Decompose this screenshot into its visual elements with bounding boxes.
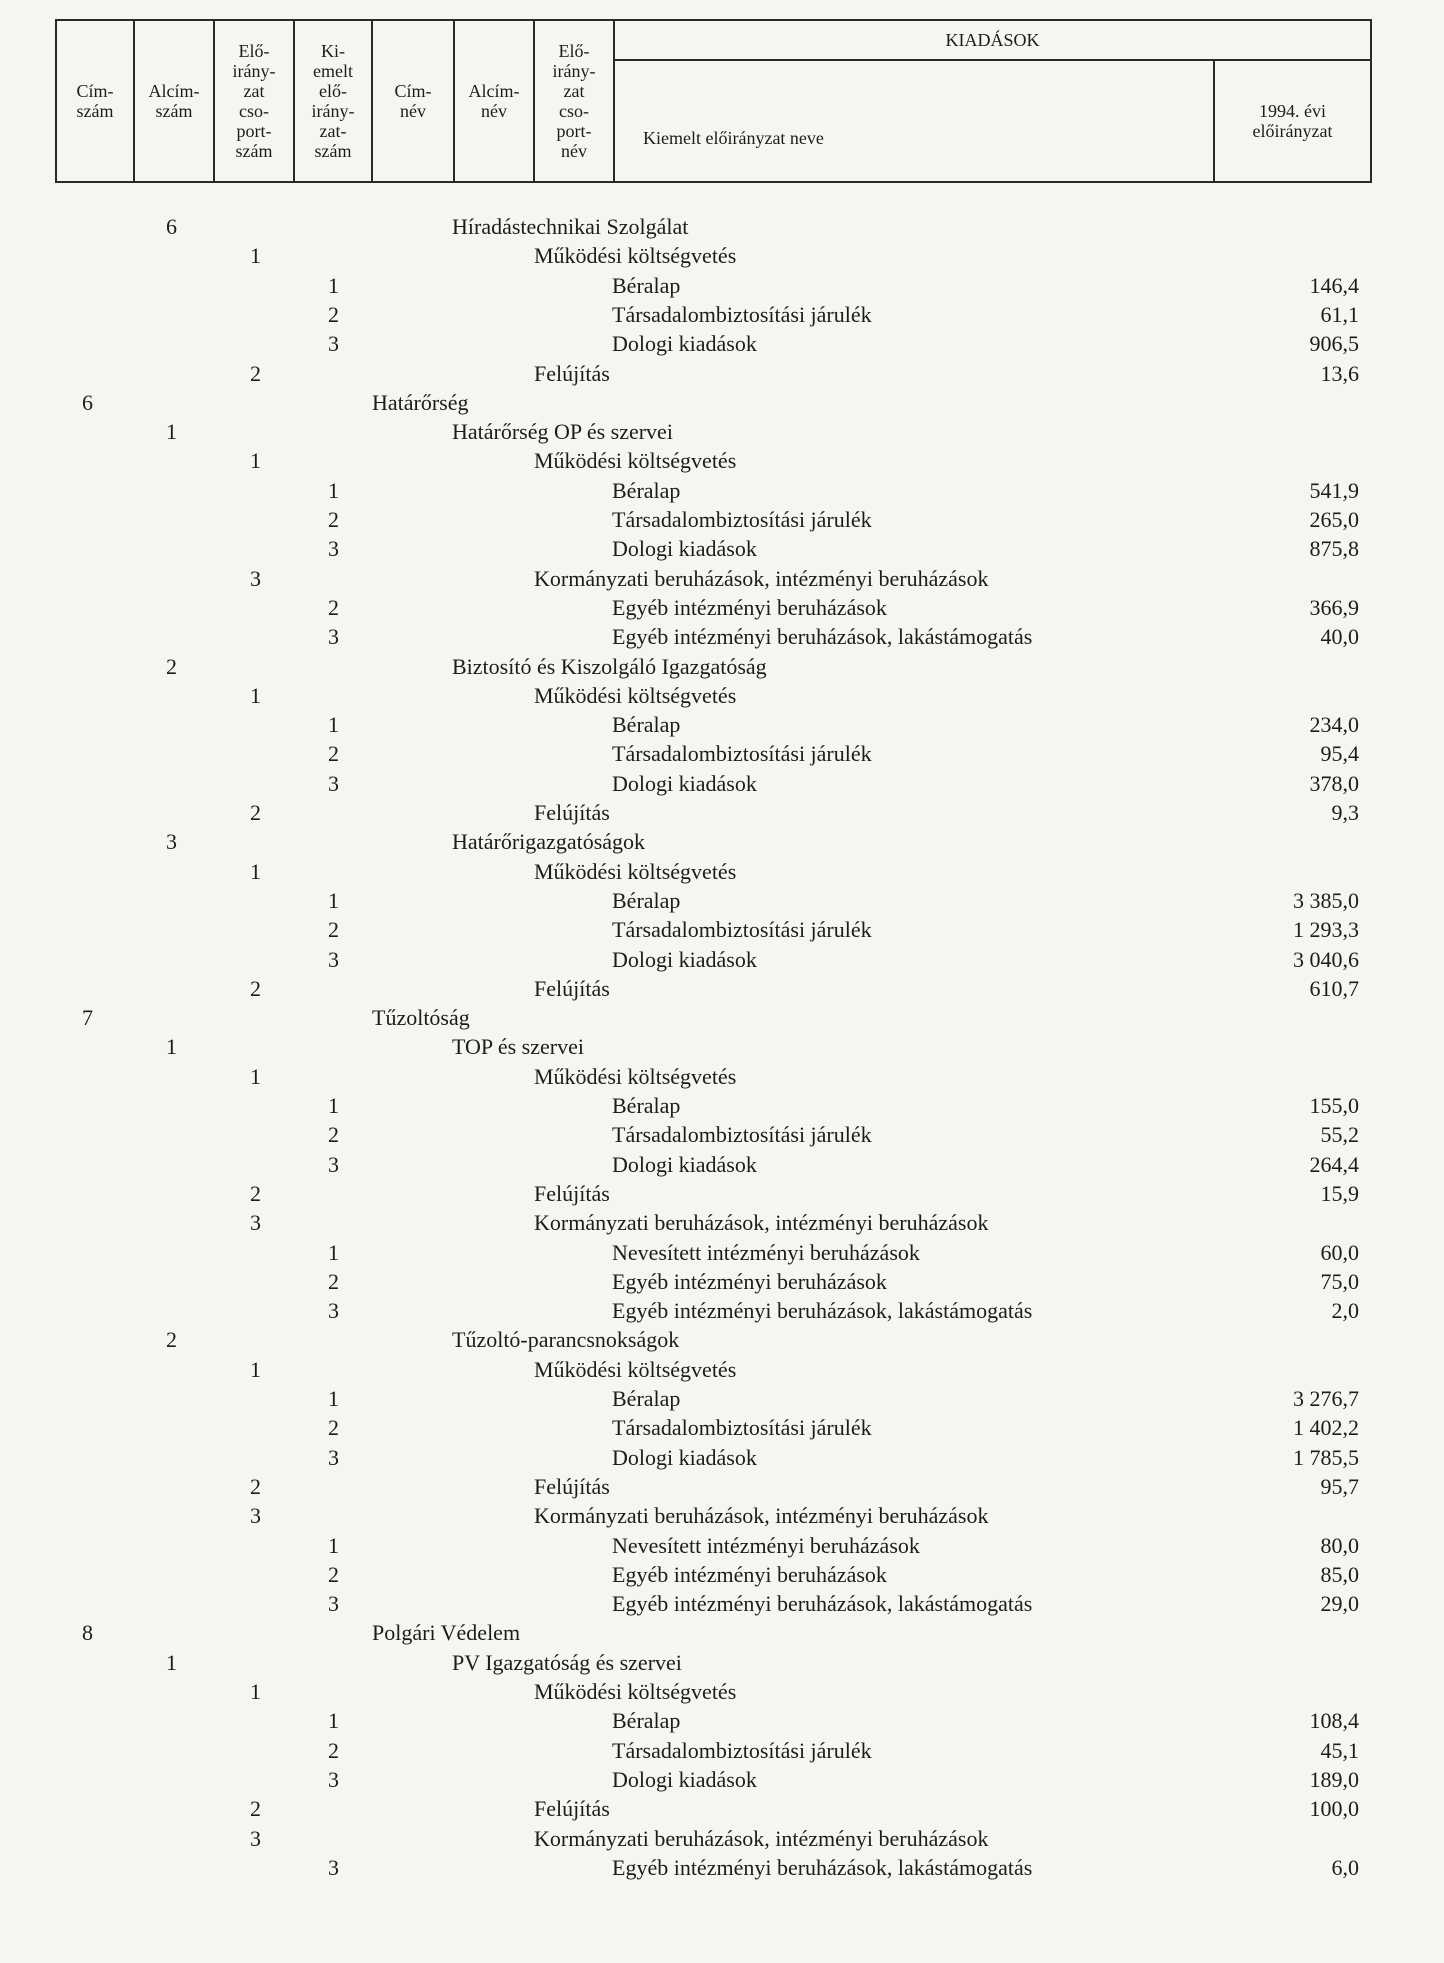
row-value: 234,0 xyxy=(1309,712,1359,738)
table-row xyxy=(0,417,1444,446)
row-name: Működési költségvetés xyxy=(534,1063,737,1089)
row-number: 1 xyxy=(328,1708,339,1734)
row-name: Kormányzati beruházások, intézményi beruházások xyxy=(534,1210,989,1236)
row-name: Tűzoltó-parancsnokságok xyxy=(452,1327,680,1353)
table-row xyxy=(0,827,1444,856)
row-number: 3 xyxy=(250,565,261,591)
table-row xyxy=(0,1618,1444,1647)
row-name: Működési költségvetés xyxy=(534,1356,737,1382)
table-row xyxy=(0,329,1444,358)
row-number: 1 xyxy=(250,858,261,884)
row-value: 108,4 xyxy=(1309,1708,1359,1734)
row-number: 2 xyxy=(250,800,261,825)
table-row xyxy=(0,1677,1444,1706)
row-number: 2 xyxy=(328,1415,339,1441)
row-number: 8 xyxy=(82,1620,93,1646)
row-value: 541,9 xyxy=(1309,477,1359,503)
row-name: Működési költségvetés xyxy=(534,1679,737,1704)
table-row xyxy=(0,1032,1444,1061)
row-number: 3 xyxy=(328,536,339,562)
row-value: 264,4 xyxy=(1309,1151,1359,1177)
row-number: 2 xyxy=(166,653,177,679)
table-header xyxy=(55,19,1372,183)
row-number: 3 xyxy=(250,1210,261,1236)
row-number: 1 xyxy=(250,1679,261,1704)
row-name: Kormányzati beruházások, intézményi beruházások xyxy=(534,1825,989,1851)
row-name: Társadalombiztosítási járulék xyxy=(612,301,872,327)
row-name: Béralap xyxy=(612,1386,681,1411)
row-value: 155,0 xyxy=(1309,1093,1359,1118)
row-number: 2 xyxy=(328,1122,339,1148)
row-number: 3 xyxy=(328,1854,339,1880)
row-value: 15,9 xyxy=(1320,1180,1359,1206)
row-name: Béralap xyxy=(612,1093,681,1118)
row-number: 2 xyxy=(328,594,339,620)
table-row xyxy=(0,1472,1444,1501)
table-row xyxy=(0,974,1444,1003)
row-name: Működési költségvetés xyxy=(534,858,737,884)
row-number: 2 xyxy=(250,1796,261,1822)
row-name: Működési költségvetés xyxy=(534,682,737,708)
row-number: 2 xyxy=(328,741,339,767)
row-value: 1 402,2 xyxy=(1293,1415,1359,1441)
row-value: 906,5 xyxy=(1309,331,1359,357)
row-number: 1 xyxy=(328,477,339,503)
row-value: 610,7 xyxy=(1309,975,1359,1001)
row-name: Felújítás xyxy=(534,1796,610,1822)
table-row xyxy=(0,1765,1444,1794)
header-eloiranyzat-csoportnev: Elő- irány- zat cso- port- név xyxy=(534,20,614,182)
row-number: 3 xyxy=(250,1825,261,1851)
table-row xyxy=(0,271,1444,300)
row-name: Felújítás xyxy=(534,800,610,825)
row-name: Felújítás xyxy=(534,1473,610,1499)
table-row xyxy=(0,1384,1444,1413)
row-number: 1 xyxy=(250,1063,261,1089)
row-number: 1 xyxy=(328,887,339,913)
table-row xyxy=(0,1648,1444,1677)
table-row xyxy=(0,710,1444,739)
row-number: 3 xyxy=(328,331,339,357)
row-number: 1 xyxy=(328,1386,339,1411)
table-row xyxy=(0,1824,1444,1853)
row-value: 146,4 xyxy=(1309,272,1359,298)
row-number: 3 xyxy=(250,1503,261,1529)
row-name: Felújítás xyxy=(534,1180,610,1206)
row-number: 1 xyxy=(328,1239,339,1265)
table-row xyxy=(0,1091,1444,1120)
row-name: Béralap xyxy=(612,712,681,738)
row-value: 61,1 xyxy=(1320,301,1359,327)
table-row xyxy=(0,886,1444,915)
row-value: 80,0 xyxy=(1320,1532,1359,1558)
table-row xyxy=(0,1794,1444,1823)
row-number: 2 xyxy=(328,1561,339,1587)
row-name: Határőrigazgatóságok xyxy=(452,829,646,855)
table-row xyxy=(0,300,1444,329)
row-name: Társadalombiztosítási járulék xyxy=(612,741,872,767)
row-name: Határőrség OP és szervei xyxy=(452,419,673,445)
row-number: 2 xyxy=(328,507,339,532)
row-number: 3 xyxy=(328,1151,339,1177)
table-row xyxy=(0,1531,1444,1560)
row-number: 3 xyxy=(328,946,339,972)
row-name: Nevesített intézményi beruházások xyxy=(612,1532,920,1558)
row-name: TOP és szervei xyxy=(452,1034,584,1060)
row-value: 366,9 xyxy=(1309,594,1359,620)
row-value: 95,4 xyxy=(1320,741,1359,767)
table-row xyxy=(0,1413,1444,1442)
header-cimnev: Cím- név xyxy=(372,20,454,182)
header-evi-eloiranyzat: 1994. évi előirányzat xyxy=(1214,60,1371,182)
row-number: 7 xyxy=(82,1005,93,1031)
table-row xyxy=(0,241,1444,270)
row-name: Dologi kiadások xyxy=(612,1151,757,1177)
table-row xyxy=(0,915,1444,944)
row-name: Felújítás xyxy=(534,360,610,386)
row-number: 3 xyxy=(328,1766,339,1792)
table-row xyxy=(0,534,1444,563)
row-number: 1 xyxy=(166,419,177,445)
row-number: 1 xyxy=(328,272,339,298)
row-name: Dologi kiadások xyxy=(612,1766,757,1792)
row-number: 1 xyxy=(250,1356,261,1382)
row-value: 1 293,3 xyxy=(1293,917,1359,943)
header-alcimnev: Alcím- név xyxy=(454,20,534,182)
row-number: 3 xyxy=(166,829,177,855)
row-value: 3 385,0 xyxy=(1293,887,1359,913)
row-name: Felújítás xyxy=(534,975,610,1001)
row-number: 2 xyxy=(250,360,261,386)
row-number: 1 xyxy=(328,712,339,738)
row-number: 2 xyxy=(328,917,339,943)
row-number: 1 xyxy=(250,243,261,269)
table-row xyxy=(0,388,1444,417)
row-name: Egyéb intézményi beruházások, lakástámogatás xyxy=(612,624,1033,650)
row-name: Dologi kiadások xyxy=(612,770,757,796)
table-row xyxy=(0,1238,1444,1267)
row-value: 189,0 xyxy=(1309,1766,1359,1792)
row-name: Híradástechnikai Szolgálat xyxy=(452,214,689,239)
row-value: 13,6 xyxy=(1320,360,1359,386)
row-number: 1 xyxy=(328,1093,339,1118)
table-row xyxy=(0,446,1444,475)
table-row xyxy=(0,945,1444,974)
table-row xyxy=(0,1150,1444,1179)
table-row xyxy=(0,1120,1444,1149)
header-eloiranyzat-csoportszam: Elő- irány- zat cso- port- szám xyxy=(214,20,294,182)
row-number: 3 xyxy=(328,1444,339,1470)
row-name: Társadalombiztosítási járulék xyxy=(612,1122,872,1148)
row-value: 29,0 xyxy=(1320,1591,1359,1617)
table-row xyxy=(0,1267,1444,1296)
table-row xyxy=(0,1560,1444,1589)
table-row xyxy=(0,1208,1444,1237)
row-number: 2 xyxy=(166,1327,177,1353)
row-name: Egyéb intézményi beruházások xyxy=(612,1268,887,1294)
table-row xyxy=(0,505,1444,534)
row-value: 875,8 xyxy=(1309,536,1359,562)
row-name: Működési költségvetés xyxy=(534,448,737,474)
row-value: 265,0 xyxy=(1309,507,1359,532)
row-number: 2 xyxy=(328,1737,339,1763)
row-name: Dologi kiadások xyxy=(612,946,757,972)
row-number: 2 xyxy=(250,975,261,1001)
table-row xyxy=(0,1355,1444,1384)
row-name: Társadalombiztosítási járulék xyxy=(612,1415,872,1441)
row-name: Kormányzati beruházások, intézményi beruházások xyxy=(534,1503,989,1529)
row-name: Béralap xyxy=(612,887,681,913)
row-number: 2 xyxy=(250,1180,261,1206)
row-value: 3 040,6 xyxy=(1293,946,1359,972)
row-value: 75,0 xyxy=(1320,1268,1359,1294)
header-kiemelt-eloiranyzat-szam: Ki- emelt elő- irány- zat- szám xyxy=(294,20,372,182)
table-row xyxy=(0,857,1444,886)
table-row xyxy=(0,1706,1444,1735)
row-name: Polgári Védelem xyxy=(372,1620,521,1646)
row-name: Tűzoltóság xyxy=(372,1005,470,1031)
header-alcimszam: Alcím- szám xyxy=(134,20,214,182)
row-number: 3 xyxy=(328,1298,339,1324)
table-row xyxy=(0,564,1444,593)
row-name: Egyéb intézményi beruházások, lakástámogatás xyxy=(612,1854,1033,1880)
row-name: Egyéb intézményi beruházások xyxy=(612,1561,887,1587)
row-name: PV Igazgatóság és szervei xyxy=(452,1649,682,1675)
row-number: 3 xyxy=(328,624,339,650)
row-name: Kormányzati beruházások, intézményi beruházások xyxy=(534,565,989,591)
row-value: 3 276,7 xyxy=(1293,1386,1359,1411)
table-row xyxy=(0,212,1444,241)
row-number: 1 xyxy=(166,1649,177,1675)
row-value: 378,0 xyxy=(1309,770,1359,796)
table-row xyxy=(0,1296,1444,1325)
row-value: 60,0 xyxy=(1320,1239,1359,1265)
table-row xyxy=(0,476,1444,505)
row-value: 45,1 xyxy=(1320,1737,1359,1763)
row-name: Dologi kiadások xyxy=(612,331,757,357)
table-row xyxy=(0,1325,1444,1354)
row-number: 6 xyxy=(82,389,93,415)
row-name: Béralap xyxy=(612,1708,681,1734)
table-row xyxy=(0,359,1444,388)
header-kiemelt-eloiranyzat-neve: Kiemelt előirányzat neve xyxy=(614,60,1214,182)
row-value: 9,3 xyxy=(1331,800,1359,825)
table-row xyxy=(0,652,1444,681)
row-value: 6,0 xyxy=(1331,1854,1359,1880)
table-row xyxy=(0,1443,1444,1472)
row-name: Társadalombiztosítási járulék xyxy=(612,507,872,532)
row-name: Határőrség xyxy=(372,389,469,415)
row-number: 3 xyxy=(328,1591,339,1617)
table-row xyxy=(0,1736,1444,1765)
table-row xyxy=(0,1589,1444,1618)
row-number: 2 xyxy=(250,1473,261,1499)
row-name: Béralap xyxy=(612,272,681,298)
row-value: 40,0 xyxy=(1320,624,1359,650)
row-value: 55,2 xyxy=(1320,1122,1359,1148)
row-name: Társadalombiztosítási járulék xyxy=(612,1737,872,1763)
table-row xyxy=(0,681,1444,710)
row-name: Nevesített intézményi beruházások xyxy=(612,1239,920,1265)
row-name: Társadalombiztosítási járulék xyxy=(612,917,872,943)
table-row xyxy=(0,798,1444,827)
row-number: 1 xyxy=(250,682,261,708)
row-value: 2,0 xyxy=(1331,1298,1359,1324)
table-row xyxy=(0,739,1444,768)
row-number: 1 xyxy=(328,1532,339,1558)
table-row xyxy=(0,769,1444,798)
row-number: 1 xyxy=(166,1034,177,1060)
row-value: 100,0 xyxy=(1309,1796,1359,1822)
table-row xyxy=(0,593,1444,622)
row-name: Működési költségvetés xyxy=(534,243,737,269)
header-cimszam: Cím- szám xyxy=(56,20,134,182)
row-value: 85,0 xyxy=(1320,1561,1359,1587)
row-number: 3 xyxy=(328,770,339,796)
table-row xyxy=(0,1853,1444,1882)
header-kiadasok: KIADÁSOK xyxy=(614,20,1371,60)
row-number: 2 xyxy=(328,301,339,327)
row-number: 6 xyxy=(166,214,177,239)
row-number: 2 xyxy=(328,1268,339,1294)
row-name: Egyéb intézményi beruházások, lakástámogatás xyxy=(612,1591,1033,1617)
row-number: 1 xyxy=(250,448,261,474)
table-row xyxy=(0,622,1444,651)
table-row xyxy=(0,1062,1444,1091)
row-name: Egyéb intézményi beruházások xyxy=(612,594,887,620)
row-value: 95,7 xyxy=(1320,1473,1359,1499)
row-name: Dologi kiadások xyxy=(612,536,757,562)
row-name: Béralap xyxy=(612,477,681,503)
table-row xyxy=(0,1003,1444,1032)
row-name: Dologi kiadások xyxy=(612,1444,757,1470)
table-row xyxy=(0,1501,1444,1530)
row-name: Biztosító és Kiszolgáló Igazgatóság xyxy=(452,653,767,679)
row-name: Egyéb intézményi beruházások, lakástámogatás xyxy=(612,1298,1033,1324)
table-row xyxy=(0,1179,1444,1208)
row-value: 1 785,5 xyxy=(1293,1444,1359,1470)
